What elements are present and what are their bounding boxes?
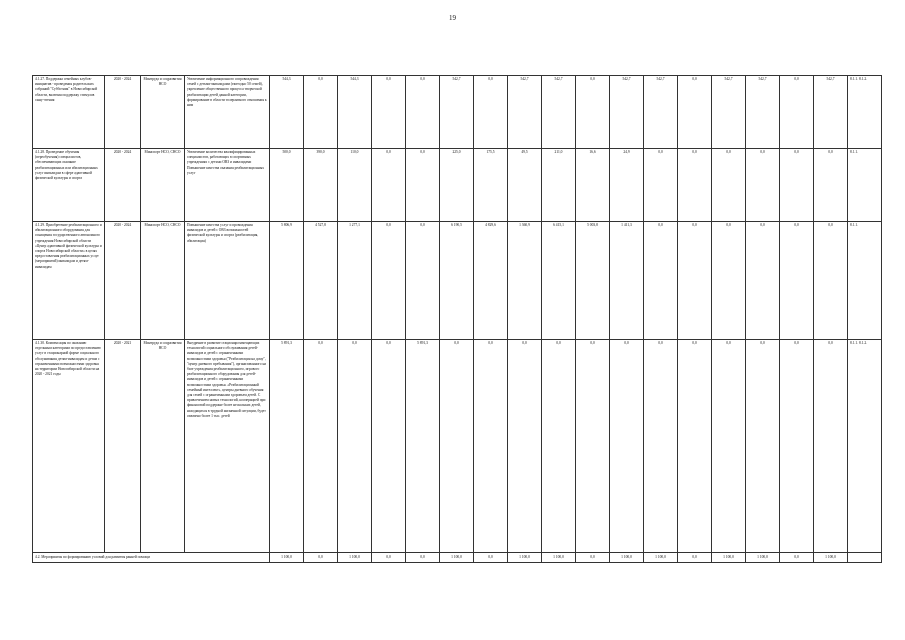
period-cell: 2020 - 2021 xyxy=(105,340,141,553)
measure-name-cell: 4.1.27. Поддержка семейных клубов-инициатив - проведения родительских собраний "Субботник" в Новосибирской области, включая поддержку стимулов сыну-чтения xyxy=(33,76,105,149)
value-cell: 1 100,0 xyxy=(542,553,576,563)
value-cell: 544,3 xyxy=(270,76,304,149)
value-cell: 1 100,0 xyxy=(746,553,780,563)
value-cell: 0,0 xyxy=(406,76,440,149)
value-cell: 1 277,1 xyxy=(338,222,372,340)
code-cell: 8.1.1. xyxy=(848,222,882,340)
code-cell: 8.1.1. xyxy=(848,149,882,222)
value-cell: 211,0 xyxy=(542,149,576,222)
value-cell: 6 190,5 xyxy=(440,222,474,340)
value-cell: 0,0 xyxy=(372,149,406,222)
value-cell: 500,0 xyxy=(270,149,304,222)
value-cell: 542,7 xyxy=(440,76,474,149)
value-cell: 542,7 xyxy=(814,76,848,149)
summary-label-cell: 4.2. Мероприятия по формированию условий для развития ранней помощи xyxy=(33,553,270,563)
period-cell: 2020 - 2024 xyxy=(105,222,141,340)
value-cell: 4 527,8 xyxy=(304,222,338,340)
value-cell: 0,0 xyxy=(372,76,406,149)
value-cell: 0,0 xyxy=(338,340,372,553)
value-cell: 5 891,3 xyxy=(406,340,440,553)
executor-cell: Минтруда и соцразвития НСО xyxy=(141,76,185,149)
value-cell: 0,0 xyxy=(644,149,678,222)
value-cell: 1 100,0 xyxy=(270,553,304,563)
value-cell: 0,0 xyxy=(678,76,712,149)
result-cell: Увеличение количества квалифицированных специалистов, работающих в спортивных учреждениях с детьми ОВЗ и инвалидами Повышение качества оказания реабилитационных услуг xyxy=(185,149,270,222)
value-cell: 0,0 xyxy=(576,340,610,553)
value-cell: 1 360,9 xyxy=(508,222,542,340)
value-cell: 225,0 xyxy=(440,149,474,222)
value-cell: 0,0 xyxy=(678,149,712,222)
executor-cell: Минспорт НСО, СНСО xyxy=(141,222,185,340)
value-cell: 175,5 xyxy=(474,149,508,222)
value-cell: 0,0 xyxy=(780,76,814,149)
value-cell: 0,0 xyxy=(542,340,576,553)
value-cell: 0,0 xyxy=(746,222,780,340)
value-cell: 6 415,1 xyxy=(542,222,576,340)
executor-cell: Минспорт НСО, СНСО xyxy=(141,149,185,222)
value-cell: 1 411,3 xyxy=(610,222,644,340)
value-cell: 49,5 xyxy=(508,149,542,222)
value-cell: 0,0 xyxy=(814,340,848,553)
value-cell: 542,7 xyxy=(508,76,542,149)
value-cell: 0,0 xyxy=(474,340,508,553)
code-cell xyxy=(848,553,882,563)
value-cell: 0,0 xyxy=(610,340,644,553)
value-cell: 0,0 xyxy=(304,553,338,563)
value-cell: 0,0 xyxy=(644,340,678,553)
value-cell: 542,7 xyxy=(712,76,746,149)
result-cell: Увеличение информационного сопровождения семей с детьми-инвалидами (ежегодно 50 семей), укрепление общественного процесса творческой реабилитации детей данной категории, формирование в области толерантного отношения к ним xyxy=(185,76,270,149)
value-cell: 1 100,0 xyxy=(440,553,474,563)
value-cell: 24,9 xyxy=(610,149,644,222)
code-cell: 8.1.1. 8.1.2. xyxy=(848,76,882,149)
value-cell: 0,0 xyxy=(474,553,508,563)
table-row xyxy=(33,76,882,149)
code-cell: 8.1.1. 8.1.2. xyxy=(848,340,882,553)
value-cell: 0,0 xyxy=(406,553,440,563)
value-cell: 5 003,8 xyxy=(576,222,610,340)
result-cell: Повышение качества услуг и провождения инвалидов и детей с ОВЗ возможностей физической культуры и спорта (реабилитация, абилитация) xyxy=(185,222,270,340)
value-cell: 4 829,6 xyxy=(474,222,508,340)
value-cell: 0,0 xyxy=(814,149,848,222)
page-number: 19 xyxy=(449,14,456,22)
value-cell: 542,7 xyxy=(644,76,678,149)
value-cell: 1 100,0 xyxy=(610,553,644,563)
value-cell: 0,0 xyxy=(406,149,440,222)
value-cell: 0,0 xyxy=(372,340,406,553)
value-cell: 1 100,0 xyxy=(814,553,848,563)
value-cell: 542,7 xyxy=(542,76,576,149)
value-cell: 1 100,0 xyxy=(644,553,678,563)
value-cell: 0,0 xyxy=(712,149,746,222)
table-row xyxy=(33,149,882,222)
value-cell: 1 100,0 xyxy=(712,553,746,563)
measure-name-cell: 4.1.30. Компенсация по оказанию отдельным категориям по предоставлению услуг в стационарной форме социального обслуживания детям-инвалидам и детям с ограниченными возможностями здоровья на территории Новосибирской области на 2020 - 2021 годы xyxy=(33,340,105,553)
value-cell: 1 100,0 xyxy=(508,553,542,563)
value-cell: 0,0 xyxy=(372,222,406,340)
table-row xyxy=(33,340,882,553)
value-cell: 0,0 xyxy=(746,340,780,553)
value-cell: 0,0 xyxy=(406,222,440,340)
value-cell: 0,0 xyxy=(576,76,610,149)
table-row xyxy=(33,222,882,340)
value-cell: 16,6 xyxy=(576,149,610,222)
value-cell: 0,0 xyxy=(712,340,746,553)
period-cell: 2020 - 2024 xyxy=(105,76,141,149)
value-cell: 0,0 xyxy=(814,222,848,340)
value-cell: 5 806,9 xyxy=(270,222,304,340)
value-cell: 0,0 xyxy=(780,222,814,340)
value-cell: 0,0 xyxy=(780,553,814,563)
result-cell: Внедрение в развитие стационарозамещающих технологий социального обслуживания детей-инвалидов и детей с ограниченными возможностями здоровья ("Реабилитация на дому", "центр дневного пребывания"), организованного на базе учреждения реабилитационного, игрового реабилитационного оборудования для детей-инвалидов и детей с ограниченными возможностями здоровья. «Реабилитационный семейный интеллект», центры дневного обучения для семей с ограниченными здоровьем детей. С привлечением новых технологий, кооперацией при финансовой поддержке более нескольких детей, находящихся в трудной жизненной ситуации, будет охвачено более 1 тыс. детей xyxy=(185,340,270,553)
value-cell: 0,0 xyxy=(746,149,780,222)
value-cell: 110,0 xyxy=(338,149,372,222)
value-cell: 0,0 xyxy=(780,149,814,222)
value-cell: 542,7 xyxy=(610,76,644,149)
executor-cell: Минтруда и соцразвития НСО xyxy=(141,340,185,553)
measure-name-cell: 4.1.28. Проведение обучения (переобучения) специалистов, обеспечивающих оказание реабилитационных или абилитационных услуг инвалидам в сфере адаптивной физической культуры и спорта xyxy=(33,149,105,222)
value-cell: 0,0 xyxy=(440,340,474,553)
value-cell: 0,0 xyxy=(474,76,508,149)
value-cell: 0,0 xyxy=(508,340,542,553)
value-cell: 0,0 xyxy=(304,76,338,149)
value-cell: 0,0 xyxy=(644,222,678,340)
value-cell: 0,0 xyxy=(576,553,610,563)
value-cell: 5 891,3 xyxy=(270,340,304,553)
value-cell: 544,3 xyxy=(338,76,372,149)
measure-name-cell: 4.1.29. Приобретение реабилитационного и абилитационного оборудования для оснащения государственного автономного учреждения Новосибирской области «Центр адаптивной физической культуры и спорта Новосибирской области» в целях предоставления реабилитационных услуг (мероприятий) инвалидам и детям-инвалидам xyxy=(33,222,105,340)
value-cell: 0,0 xyxy=(678,553,712,563)
value-cell: 390,0 xyxy=(304,149,338,222)
summary-row xyxy=(33,553,882,563)
value-cell: 0,0 xyxy=(372,553,406,563)
value-cell: 0,0 xyxy=(678,340,712,553)
value-cell: 0,0 xyxy=(712,222,746,340)
value-cell: 0,0 xyxy=(678,222,712,340)
value-cell: 0,0 xyxy=(780,340,814,553)
program-table xyxy=(32,75,882,563)
value-cell: 542,7 xyxy=(746,76,780,149)
value-cell: 0,0 xyxy=(304,340,338,553)
value-cell: 1 100,0 xyxy=(338,553,372,563)
period-cell: 2020 - 2024 xyxy=(105,149,141,222)
